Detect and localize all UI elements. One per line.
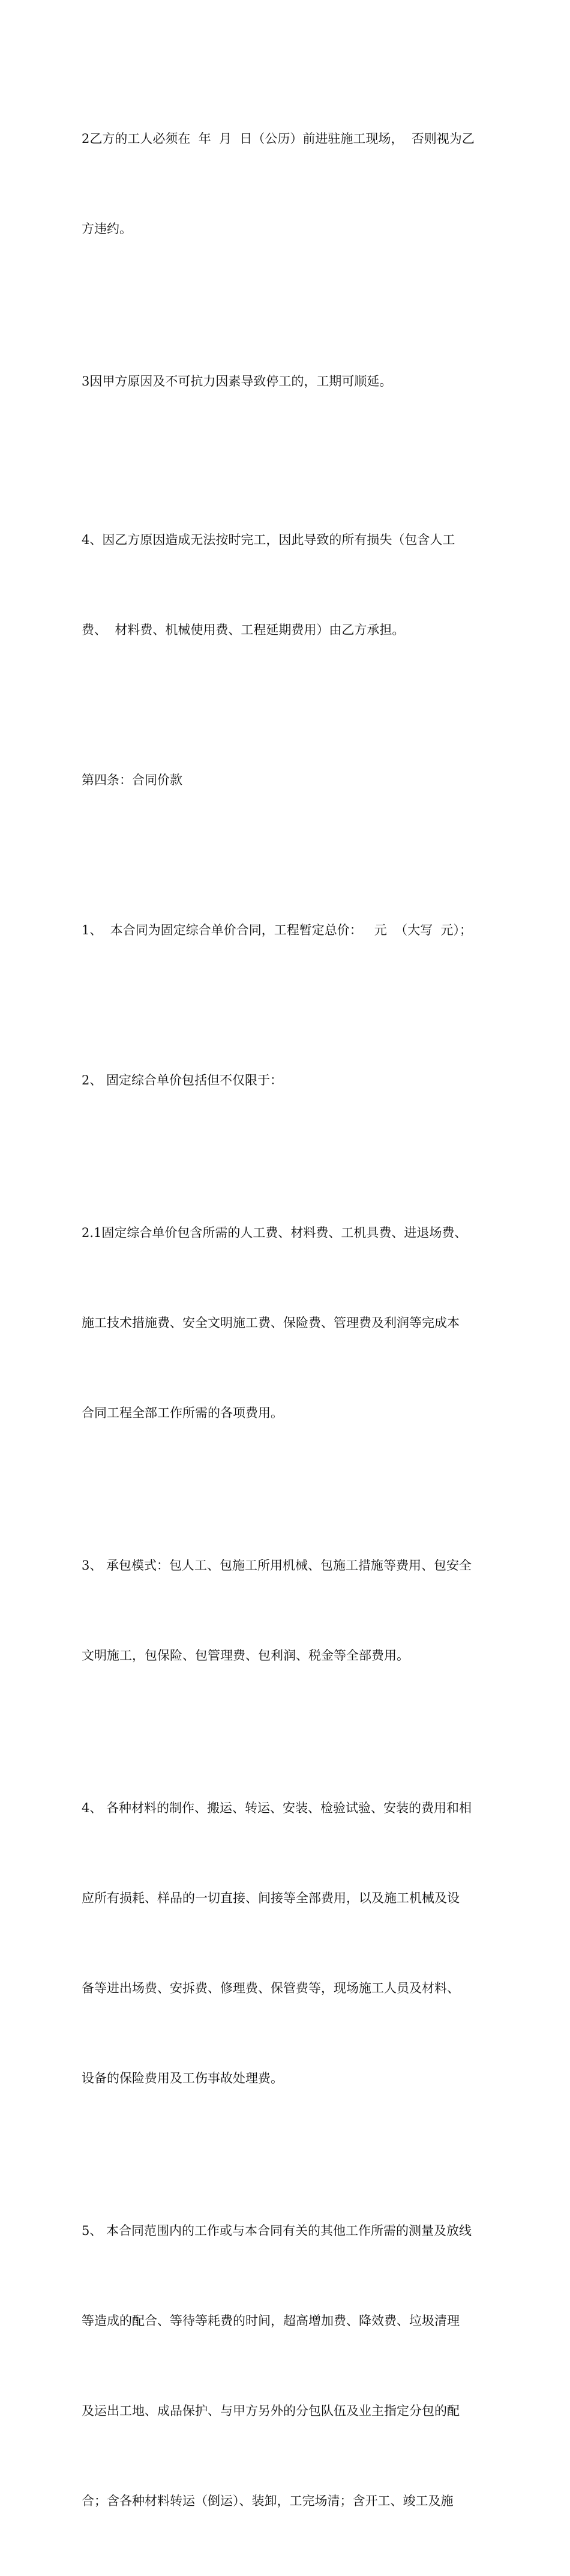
clause-3-delay xyxy=(82,306,502,456)
price-item-1 xyxy=(82,855,502,1005)
text-line: 备等进出场费、安拆费、修理费、保管费等，现场施工人员及材料、 xyxy=(82,1981,460,1995)
text-line: 2乙方的工人必须在 年 月 日（公历）前进驻施工现场， 否则视为乙 xyxy=(82,132,475,146)
price-item-3 xyxy=(82,1490,502,1731)
text-line: 5、 本合同范围内的工作或与本合同有关的其他工作所需的测量及放线 xyxy=(82,2224,472,2238)
text-line: 应所有损耗、样品的一切直接、间接等全部费用，以及施工机械及设 xyxy=(82,1891,460,1905)
price-item-5 xyxy=(82,2156,502,2576)
text-line: 4、因乙方原因造成无法按时完工，因此导致的所有损失（包含人工 xyxy=(82,533,455,547)
text-line: 2.1固定综合单价包含所需的人工费、材料费、工机具费、进退场费、 xyxy=(82,1226,467,1240)
text-line: 及运出工地、成品保护、与甲方另外的分包队伍及业主指定分包的配 xyxy=(82,2404,460,2418)
text-line: 3、 承包模式：包人工、包施工所用机械、包施工措施等费用、包安全 xyxy=(82,1558,472,1573)
text-line: 合；含各种材料转运（倒运）、装卸，工完场清；含开工、竣工及施 xyxy=(82,2494,454,2508)
price-item-2-1 xyxy=(82,1158,502,1488)
document-body xyxy=(82,64,502,2576)
section-heading-article-4 xyxy=(82,705,502,855)
text-line: 费、 材料费、机械使用费、工程延期费用）由乙方承担。 xyxy=(82,623,405,637)
text-line: 文明施工，包保险、包管理费、包利润、税金等全部费用。 xyxy=(82,1648,409,1663)
price-item-2 xyxy=(82,1005,502,1155)
clause-4-losses xyxy=(82,465,502,705)
clause-2-worker-entry xyxy=(82,64,502,304)
price-item-4 xyxy=(82,1733,502,2153)
text-line: 施工技术措施费、安全文明施工费、保险费、管理费及利润等完成本 xyxy=(82,1316,460,1330)
text-line: 3因甲方原因及不可抗力因素导致停工的，工期可顺延。 xyxy=(82,374,392,389)
text-line: 合同工程全部工作所需的各项费用。 xyxy=(82,1406,283,1420)
text-line: 4、 各种材料的制作、搬运、转运、安装、检验试验、安装的费用和相 xyxy=(82,1801,472,1815)
text-line: 1、 本合同为固定综合单价合同，工程暂定总价： 元 （大写 元）； xyxy=(82,923,472,937)
text-line: 等造成的配合、等待等耗费的时间，超高增加费、降效费、垃圾清理 xyxy=(82,2314,460,2328)
text-line: 方违约。 xyxy=(82,222,132,236)
text-line: 设备的保险费用及工伤事故处理费。 xyxy=(82,2071,283,2085)
text-line: 2、 固定综合单价包括但不仅限于： xyxy=(82,1073,283,1087)
text-line: 第四条：合同价款 xyxy=(82,773,182,787)
